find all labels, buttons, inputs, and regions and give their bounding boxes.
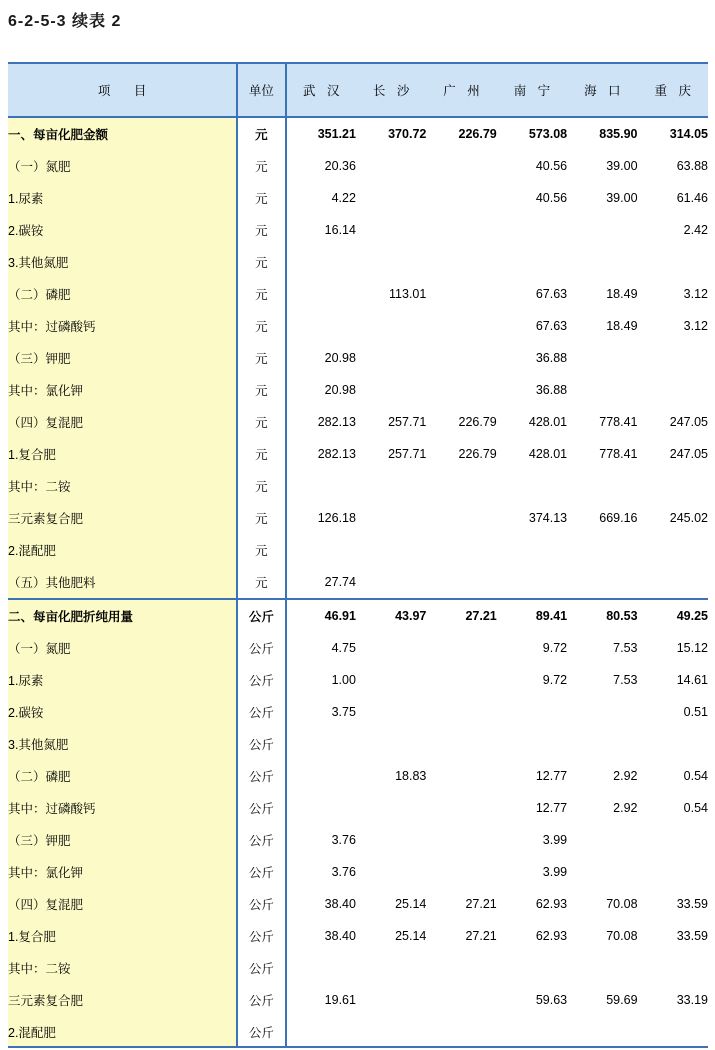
- row-unit: 元: [237, 470, 285, 502]
- row-value: [356, 792, 426, 824]
- row-value: 3.76: [286, 856, 356, 888]
- column-header-city-nanning: 南 宁: [497, 63, 567, 117]
- row-value: [426, 342, 496, 374]
- row-value: 428.01: [497, 406, 567, 438]
- row-value: [638, 342, 708, 374]
- row-value: 59.69: [567, 984, 637, 1016]
- row-unit: 元: [237, 406, 285, 438]
- table-row: [8, 246, 708, 278]
- row-value: 18.83: [356, 760, 426, 792]
- row-unit: 公斤: [237, 632, 285, 664]
- row-value: 67.63: [497, 278, 567, 310]
- row-label: 二、每亩化肥折纯用量: [8, 599, 237, 632]
- row-value: 27.74: [286, 566, 356, 599]
- row-label: 3.其他氮肥: [8, 246, 237, 278]
- row-value: 9.72: [497, 664, 567, 696]
- row-value: [426, 566, 496, 599]
- row-value: 374.13: [497, 502, 567, 534]
- row-value: 282.13: [286, 406, 356, 438]
- table-row: [8, 632, 708, 664]
- table-header: [8, 63, 708, 117]
- row-value: 257.71: [356, 438, 426, 470]
- row-value: 126.18: [286, 502, 356, 534]
- row-label: 其中：过磷酸钙: [8, 792, 237, 824]
- row-value: [356, 696, 426, 728]
- row-value: [356, 664, 426, 696]
- row-value: [356, 150, 426, 182]
- row-label: 其中：二铵: [8, 952, 237, 984]
- row-label: （五）其他肥料: [8, 566, 237, 599]
- row-value: 38.40: [286, 888, 356, 920]
- row-value: [356, 1016, 426, 1048]
- row-value: [426, 824, 496, 856]
- row-value: [567, 566, 637, 599]
- row-value: [638, 856, 708, 888]
- column-header-city-haikou: 海 口: [567, 63, 637, 117]
- row-value: 61.46: [638, 182, 708, 214]
- row-value: [426, 150, 496, 182]
- row-unit: 公斤: [237, 920, 285, 952]
- row-value: [426, 374, 496, 406]
- row-value: 0.54: [638, 792, 708, 824]
- row-value: 428.01: [497, 438, 567, 470]
- row-value: [497, 696, 567, 728]
- row-label: 2.碳铵: [8, 214, 237, 246]
- row-unit: 元: [237, 438, 285, 470]
- row-value: [356, 984, 426, 1016]
- row-value: [638, 824, 708, 856]
- table-row: [8, 374, 708, 406]
- row-value: 3.12: [638, 310, 708, 342]
- row-value: [567, 856, 637, 888]
- table-row: [8, 534, 708, 566]
- row-value: 669.16: [567, 502, 637, 534]
- row-value: [426, 278, 496, 310]
- row-unit: 元: [237, 342, 285, 374]
- row-value: [286, 534, 356, 566]
- row-value: [286, 278, 356, 310]
- row-value: [567, 374, 637, 406]
- row-value: 12.77: [497, 760, 567, 792]
- table-row: [8, 470, 708, 502]
- row-unit: 元: [237, 150, 285, 182]
- row-value: [356, 952, 426, 984]
- table-row: [8, 150, 708, 182]
- row-value: 36.88: [497, 342, 567, 374]
- row-unit: 元: [237, 374, 285, 406]
- row-value: 351.21: [286, 117, 356, 150]
- table-row: [8, 760, 708, 792]
- row-label: 2.混配肥: [8, 534, 237, 566]
- row-value: [638, 728, 708, 760]
- row-unit: 公斤: [237, 696, 285, 728]
- row-label: （二）磷肥: [8, 278, 237, 310]
- row-value: 2.92: [567, 792, 637, 824]
- row-value: 226.79: [426, 406, 496, 438]
- row-value: 70.08: [567, 888, 637, 920]
- row-unit: 公斤: [237, 599, 285, 632]
- row-label: 1.尿素: [8, 182, 237, 214]
- row-value: 89.41: [497, 599, 567, 632]
- table-row: [8, 310, 708, 342]
- row-value: 247.05: [638, 406, 708, 438]
- row-value: [286, 792, 356, 824]
- row-value: 62.93: [497, 888, 567, 920]
- row-value: [638, 374, 708, 406]
- row-value: 36.88: [497, 374, 567, 406]
- row-value: [286, 760, 356, 792]
- table-row: [8, 342, 708, 374]
- row-value: 25.14: [356, 888, 426, 920]
- row-value: 80.53: [567, 599, 637, 632]
- row-value: [426, 728, 496, 760]
- column-header-city-chongqing: 重 庆: [638, 63, 708, 117]
- row-value: 370.72: [356, 117, 426, 150]
- table-row: [8, 502, 708, 534]
- table-row: [8, 599, 708, 632]
- row-value: [497, 1016, 567, 1048]
- row-value: 282.13: [286, 438, 356, 470]
- table-body: [8, 117, 708, 1048]
- row-unit: 元: [237, 117, 285, 150]
- row-value: [497, 214, 567, 246]
- row-value: 63.88: [638, 150, 708, 182]
- table-row: [8, 278, 708, 310]
- row-value: [497, 470, 567, 502]
- table-row: [8, 792, 708, 824]
- row-value: 46.91: [286, 599, 356, 632]
- row-value: [286, 1016, 356, 1048]
- table-row: [8, 406, 708, 438]
- row-label: 三元素复合肥: [8, 502, 237, 534]
- row-label: 其中：氯化钾: [8, 374, 237, 406]
- row-label: 其中：二铵: [8, 470, 237, 502]
- row-value: [426, 664, 496, 696]
- row-value: [356, 470, 426, 502]
- row-value: 33.19: [638, 984, 708, 1016]
- row-value: 20.98: [286, 374, 356, 406]
- row-value: [638, 952, 708, 984]
- row-value: [426, 952, 496, 984]
- row-unit: 元: [237, 534, 285, 566]
- row-label: （四）复混肥: [8, 406, 237, 438]
- row-value: [426, 792, 496, 824]
- row-unit: 元: [237, 278, 285, 310]
- row-label: （三）钾肥: [8, 342, 237, 374]
- row-label: （三）钾肥: [8, 824, 237, 856]
- row-label: 3.其他氮肥: [8, 728, 237, 760]
- row-unit: 公斤: [237, 792, 285, 824]
- row-value: 33.59: [638, 920, 708, 952]
- table-row: [8, 888, 708, 920]
- row-unit: 公斤: [237, 824, 285, 856]
- row-label: 2.混配肥: [8, 1016, 237, 1048]
- row-value: 226.79: [426, 117, 496, 150]
- column-header-item: 项 目: [8, 63, 237, 117]
- statistics-table: [8, 62, 708, 1048]
- row-value: [286, 952, 356, 984]
- row-value: 4.22: [286, 182, 356, 214]
- row-label: （二）磷肥: [8, 760, 237, 792]
- row-value: 2.42: [638, 214, 708, 246]
- row-value: 33.59: [638, 888, 708, 920]
- row-label: （四）复混肥: [8, 888, 237, 920]
- row-value: [426, 696, 496, 728]
- row-label: 其中：氯化钾: [8, 856, 237, 888]
- row-label: 1.复合肥: [8, 438, 237, 470]
- row-value: 15.12: [638, 632, 708, 664]
- row-value: [356, 632, 426, 664]
- row-value: 70.08: [567, 920, 637, 952]
- row-unit: 公斤: [237, 888, 285, 920]
- row-value: [356, 824, 426, 856]
- row-value: [356, 342, 426, 374]
- row-unit: 公斤: [237, 728, 285, 760]
- row-value: 0.51: [638, 696, 708, 728]
- row-value: [356, 310, 426, 342]
- row-value: 40.56: [497, 150, 567, 182]
- row-value: 3.75: [286, 696, 356, 728]
- row-value: [356, 534, 426, 566]
- statistics-table-container: [8, 62, 708, 1048]
- row-value: 226.79: [426, 438, 496, 470]
- row-value: [356, 214, 426, 246]
- row-value: 245.02: [638, 502, 708, 534]
- row-value: 18.49: [567, 278, 637, 310]
- row-value: 1.00: [286, 664, 356, 696]
- row-value: [426, 214, 496, 246]
- table-row: [8, 856, 708, 888]
- row-unit: 公斤: [237, 856, 285, 888]
- row-value: 3.99: [497, 824, 567, 856]
- row-value: [356, 728, 426, 760]
- row-label: 1.尿素: [8, 664, 237, 696]
- row-value: 7.53: [567, 664, 637, 696]
- row-value: [638, 470, 708, 502]
- row-value: 835.90: [567, 117, 637, 150]
- column-header-city-guangzhou: 广 州: [426, 63, 496, 117]
- row-value: 18.49: [567, 310, 637, 342]
- row-label: 1.复合肥: [8, 920, 237, 952]
- row-value: 3.99: [497, 856, 567, 888]
- row-value: [638, 534, 708, 566]
- table-row: [8, 182, 708, 214]
- row-value: 12.77: [497, 792, 567, 824]
- row-value: [567, 342, 637, 374]
- row-value: 4.75: [286, 632, 356, 664]
- row-value: [567, 246, 637, 278]
- row-value: [286, 728, 356, 760]
- row-value: [426, 760, 496, 792]
- row-value: [567, 824, 637, 856]
- row-value: [497, 566, 567, 599]
- row-value: 27.21: [426, 920, 496, 952]
- row-value: 3.76: [286, 824, 356, 856]
- row-label: （一）氮肥: [8, 632, 237, 664]
- table-row: [8, 664, 708, 696]
- row-value: 778.41: [567, 406, 637, 438]
- row-value: 20.98: [286, 342, 356, 374]
- row-value: [356, 374, 426, 406]
- row-value: 27.21: [426, 599, 496, 632]
- row-value: [356, 246, 426, 278]
- table-row: [8, 952, 708, 984]
- row-value: [497, 728, 567, 760]
- table-row: [8, 566, 708, 599]
- row-value: [426, 470, 496, 502]
- row-unit: 公斤: [237, 984, 285, 1016]
- row-value: [497, 534, 567, 566]
- row-value: [356, 566, 426, 599]
- row-value: [426, 182, 496, 214]
- row-value: 778.41: [567, 438, 637, 470]
- row-value: 25.14: [356, 920, 426, 952]
- row-value: [638, 566, 708, 599]
- row-value: 2.92: [567, 760, 637, 792]
- row-unit: 元: [237, 246, 285, 278]
- table-row: [8, 824, 708, 856]
- row-value: 19.61: [286, 984, 356, 1016]
- row-value: [567, 214, 637, 246]
- row-value: 27.21: [426, 888, 496, 920]
- table-row: [8, 214, 708, 246]
- table-row: [8, 696, 708, 728]
- row-value: [567, 534, 637, 566]
- row-value: 257.71: [356, 406, 426, 438]
- row-label: 其中：过磷酸钙: [8, 310, 237, 342]
- row-value: 0.54: [638, 760, 708, 792]
- table-row: [8, 117, 708, 150]
- row-value: 7.53: [567, 632, 637, 664]
- table-header-row: [8, 63, 708, 117]
- row-unit: 元: [237, 310, 285, 342]
- row-value: [567, 952, 637, 984]
- row-value: 38.40: [286, 920, 356, 952]
- row-value: [567, 470, 637, 502]
- table-row: [8, 728, 708, 760]
- row-value: 39.00: [567, 182, 637, 214]
- row-label: 一、每亩化肥金额: [8, 117, 237, 150]
- row-value: 9.72: [497, 632, 567, 664]
- row-value: 62.93: [497, 920, 567, 952]
- row-value: 40.56: [497, 182, 567, 214]
- row-unit: 公斤: [237, 952, 285, 984]
- row-value: [567, 1016, 637, 1048]
- row-value: 16.14: [286, 214, 356, 246]
- row-value: 43.97: [356, 599, 426, 632]
- row-value: 59.63: [497, 984, 567, 1016]
- page-title: 6-2-5-3 续表 2: [8, 13, 122, 30]
- row-value: 49.25: [638, 599, 708, 632]
- row-unit: 公斤: [237, 760, 285, 792]
- row-value: 39.00: [567, 150, 637, 182]
- row-value: 14.61: [638, 664, 708, 696]
- row-value: [497, 246, 567, 278]
- column-header-city-changsha: 长 沙: [356, 63, 426, 117]
- row-value: [426, 856, 496, 888]
- row-value: [426, 310, 496, 342]
- table-row: [8, 438, 708, 470]
- row-unit: 公斤: [237, 1016, 285, 1048]
- row-value: [426, 502, 496, 534]
- row-value: 3.12: [638, 278, 708, 310]
- table-row: [8, 920, 708, 952]
- row-label: 2.碳铵: [8, 696, 237, 728]
- row-value: [286, 246, 356, 278]
- row-unit: 元: [237, 182, 285, 214]
- row-value: [426, 984, 496, 1016]
- row-value: 573.08: [497, 117, 567, 150]
- row-unit: 元: [237, 566, 285, 599]
- row-value: [426, 1016, 496, 1048]
- row-value: [638, 246, 708, 278]
- row-value: [567, 728, 637, 760]
- row-value: 314.05: [638, 117, 708, 150]
- row-label: （一）氮肥: [8, 150, 237, 182]
- row-value: [356, 856, 426, 888]
- row-label: 三元素复合肥: [8, 984, 237, 1016]
- row-value: [638, 1016, 708, 1048]
- row-value: [567, 696, 637, 728]
- row-value: [286, 310, 356, 342]
- column-header-city-wuhan: 武 汉: [286, 63, 356, 117]
- row-value: [426, 246, 496, 278]
- table-row: [8, 1016, 708, 1048]
- row-value: 247.05: [638, 438, 708, 470]
- row-value: [426, 632, 496, 664]
- row-unit: 元: [237, 502, 285, 534]
- row-value: [426, 534, 496, 566]
- column-header-unit: 单位: [237, 63, 285, 117]
- row-value: [286, 470, 356, 502]
- row-value: [497, 952, 567, 984]
- row-value: 20.36: [286, 150, 356, 182]
- row-value: [356, 182, 426, 214]
- row-unit: 元: [237, 214, 285, 246]
- row-value: 113.01: [356, 278, 426, 310]
- table-bottom-rule: [8, 1046, 708, 1048]
- row-value: 67.63: [497, 310, 567, 342]
- row-value: [356, 502, 426, 534]
- row-unit: 公斤: [237, 664, 285, 696]
- table-row: [8, 984, 708, 1016]
